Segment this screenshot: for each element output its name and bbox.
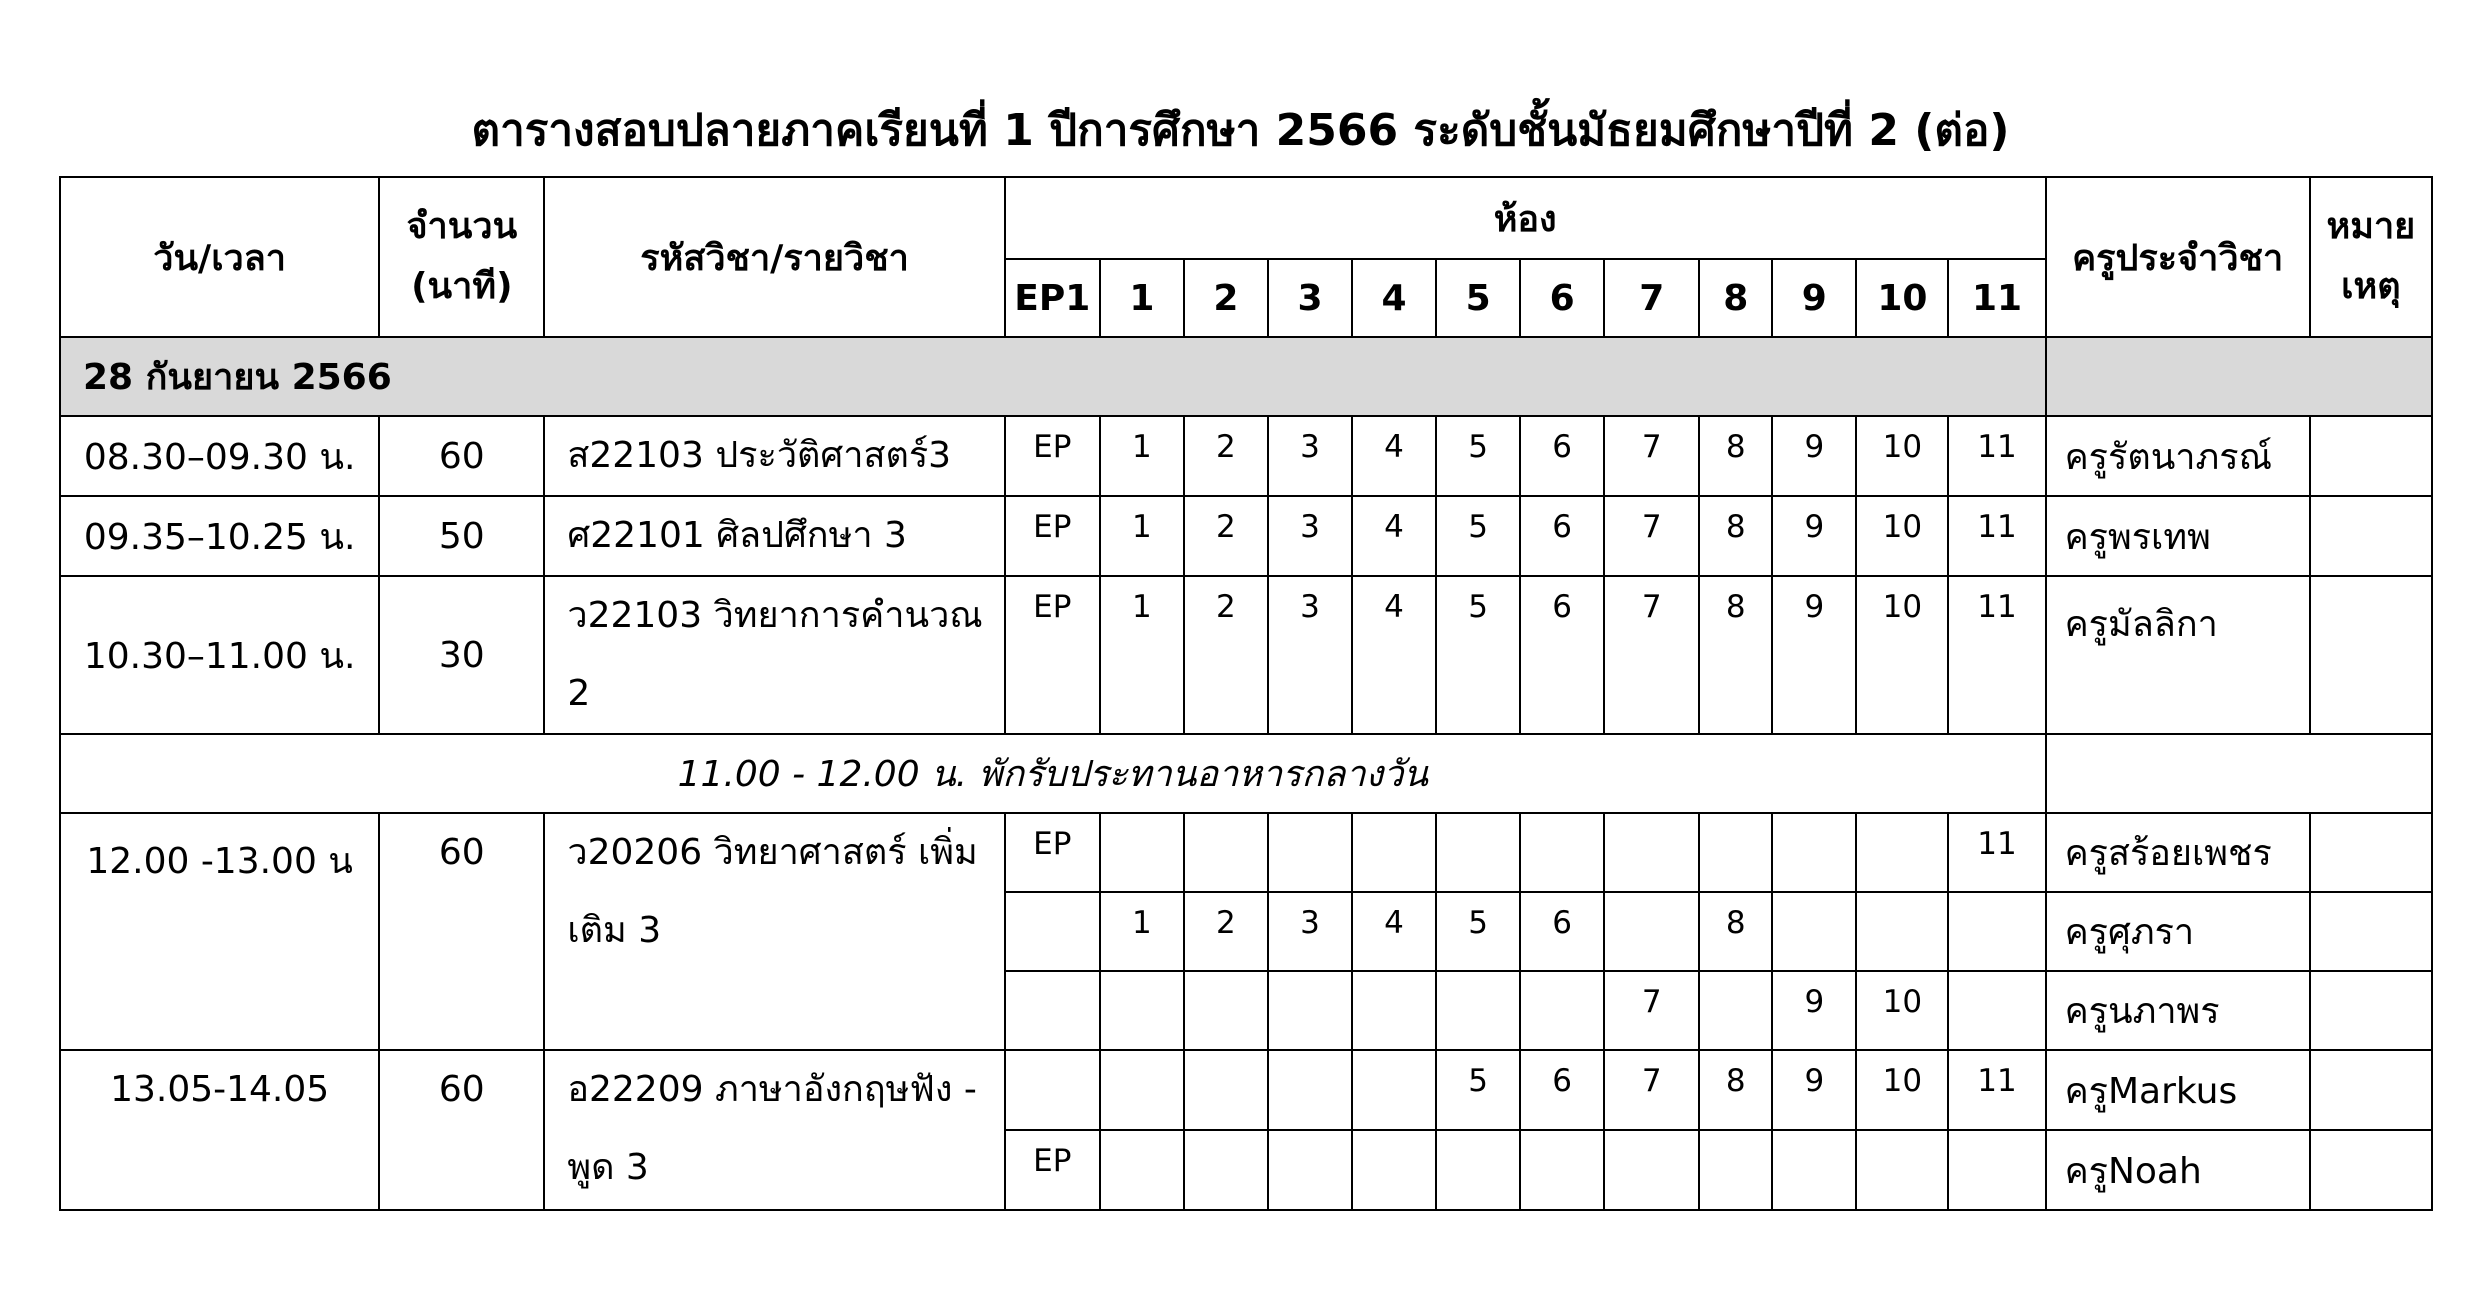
room-cell (1005, 1050, 1100, 1130)
room-col-header: 1 (1100, 259, 1184, 337)
room-col-header: 5 (1436, 259, 1520, 337)
remark-cell (2310, 416, 2432, 496)
room-cell (1436, 971, 1520, 1050)
remark-cell (2310, 971, 2432, 1050)
header-row (60, 177, 2432, 259)
room-cell (1520, 813, 1604, 892)
room-cell: 5 (1436, 1050, 1520, 1130)
room-cell: 7 (1604, 416, 1699, 496)
room-cell: 8 (1699, 1050, 1772, 1130)
room-cell: 10 (1856, 1050, 1948, 1130)
room-cell: 10 (1856, 971, 1948, 1050)
room-cell (1268, 1130, 1352, 1210)
remark-cell (2310, 496, 2432, 576)
room-cell: 11 (1948, 496, 2045, 576)
table-row (60, 813, 2432, 892)
room-cell: 11 (1948, 416, 2045, 496)
teacher-name: ครูMarkus (2046, 1050, 2310, 1130)
room-cell (1005, 971, 1100, 1050)
room-cell: 7 (1604, 971, 1699, 1050)
remark-cell (2310, 1130, 2432, 1210)
table-row (60, 496, 2432, 576)
room-cell: 1 (1100, 416, 1184, 496)
room-cell: 9 (1772, 1050, 1856, 1130)
room-cell: 7 (1604, 576, 1699, 734)
room-cell (1436, 1130, 1520, 1210)
room-cell (1772, 1130, 1856, 1210)
room-cell: 4 (1352, 416, 1436, 496)
room-cell (1948, 1130, 2045, 1210)
room-cell: 11 (1948, 576, 2045, 734)
header-rooms: ห้อง (1005, 177, 2046, 259)
date-row-blank (2046, 337, 2432, 416)
room-cell: 8 (1699, 416, 1772, 496)
teacher-name: ครูศุภรา (2046, 892, 2310, 971)
remark-cell (2310, 813, 2432, 892)
exam-duration: 60 (379, 813, 544, 1050)
room-col-header: 9 (1772, 259, 1856, 337)
room-cell: 7 (1604, 1050, 1699, 1130)
room-cell (1604, 892, 1699, 971)
exam-time: 10.30–11.00 น. (60, 576, 379, 734)
room-cell: 2 (1184, 576, 1268, 734)
teacher-name: ครูสร้อยเพชร (2046, 813, 2310, 892)
room-cell (1268, 813, 1352, 892)
room-cell (1772, 892, 1856, 971)
room-cell (1184, 813, 1268, 892)
room-cell (1604, 1130, 1699, 1210)
room-col-header: EP1 (1005, 259, 1100, 337)
exam-time: 13.05-14.05 (60, 1050, 379, 1210)
room-cell (1100, 813, 1184, 892)
room-cell (1100, 1050, 1184, 1130)
room-cell (1520, 1130, 1604, 1210)
lunch-row-blank (2046, 734, 2432, 813)
room-cell (1268, 971, 1352, 1050)
header-teacher: ครูประจำวิชา (2046, 177, 2310, 337)
room-cell: 9 (1772, 576, 1856, 734)
header-datetime: วัน/เวลา (60, 177, 379, 337)
room-cell: 5 (1436, 496, 1520, 576)
room-cell (1005, 892, 1100, 971)
room-cell: 11 (1948, 813, 2045, 892)
room-cell: 2 (1184, 496, 1268, 576)
room-cell: 3 (1268, 496, 1352, 576)
room-cell: 2 (1184, 416, 1268, 496)
room-col-header: 11 (1948, 259, 2045, 337)
room-cell: 6 (1520, 416, 1604, 496)
room-cell: 5 (1436, 576, 1520, 734)
room-cell: 6 (1520, 1050, 1604, 1130)
room-cell: EP (1005, 813, 1100, 892)
remark-cell (2310, 1050, 2432, 1130)
room-cell (1772, 813, 1856, 892)
room-cell: 7 (1604, 496, 1699, 576)
header-remark-line1: หมาย (2326, 206, 2416, 247)
room-cell: 5 (1436, 416, 1520, 496)
room-col-header: 4 (1352, 259, 1436, 337)
room-cell: 2 (1184, 892, 1268, 971)
room-cell: 8 (1699, 576, 1772, 734)
room-cell: 10 (1856, 576, 1948, 734)
room-col-header: 8 (1699, 259, 1772, 337)
exam-time: 08.30–09.30 น. (60, 416, 379, 496)
table-row (60, 1050, 2432, 1130)
teacher-name: ครูรัตนาภรณ์ (2046, 416, 2310, 496)
header-subject: รหัสวิชา/รายวิชา (544, 177, 1004, 337)
room-cell: 10 (1856, 496, 1948, 576)
date-row (60, 337, 2432, 416)
exam-subject: อ22209 ภาษาอังกฤษฟัง - พูด 3 (544, 1050, 1004, 1210)
room-cell (1856, 1130, 1948, 1210)
header-duration (379, 177, 544, 337)
room-cell: 9 (1772, 971, 1856, 1050)
room-cell: 8 (1699, 496, 1772, 576)
room-cell: 1 (1100, 892, 1184, 971)
room-cell: EP (1005, 576, 1100, 734)
lunch-row (60, 734, 2432, 813)
exam-subject: ศ22101 ศิลปศึกษา 3 (544, 496, 1004, 576)
room-cell (1699, 813, 1772, 892)
room-cell: 3 (1268, 892, 1352, 971)
room-cell (1352, 971, 1436, 1050)
room-cell: 1 (1100, 576, 1184, 734)
exam-duration: 60 (379, 1050, 544, 1210)
header-duration-line2: (นาที) (411, 266, 513, 307)
room-col-header: 2 (1184, 259, 1268, 337)
remark-cell (2310, 576, 2432, 734)
exam-subject: ว20206 วิทยาศาสตร์ เพิ่มเติม 3 (544, 813, 1004, 1050)
room-cell: 9 (1772, 416, 1856, 496)
header-duration-line1: จำนวน (406, 206, 518, 247)
page-title: ตารางสอบปลายภาคเรียนที่ 1 ปีการศึกษา 2566 ระดับชั้นมัธยมศึกษาปีที่ 2 (ต่อ) (471, 105, 2010, 156)
room-cell (1100, 1130, 1184, 1210)
exam-subject: ส22103 ประวัติศาสตร์3 (544, 416, 1004, 496)
room-cell: 9 (1772, 496, 1856, 576)
exam-duration: 50 (379, 496, 544, 576)
exam-time: 09.35–10.25 น. (60, 496, 379, 576)
room-cell (1100, 971, 1184, 1050)
exam-date: 28 กันยายน 2566 (60, 337, 2046, 416)
table-row (60, 576, 2432, 734)
room-cell: 4 (1352, 576, 1436, 734)
room-col-header: 6 (1520, 259, 1604, 337)
room-cell: 5 (1436, 892, 1520, 971)
teacher-name: ครูพรเทพ (2046, 496, 2310, 576)
room-cell (1948, 892, 2045, 971)
header-remark-line2: เหตุ (2341, 266, 2401, 307)
exam-duration: 30 (379, 576, 544, 734)
room-cell: EP (1005, 1130, 1100, 1210)
room-cell (1352, 813, 1436, 892)
header-remark (2310, 177, 2432, 337)
room-cell (1352, 1130, 1436, 1210)
exam-schedule-table (59, 176, 2433, 1211)
teacher-name: ครูมัลลิกา (2046, 576, 2310, 734)
room-cell (1604, 813, 1699, 892)
room-cell (1268, 1050, 1352, 1130)
lunch-break: 11.00 - 12.00 น. พักรับประทานอาหารกลางวัน (60, 734, 2046, 813)
room-col-header: 3 (1268, 259, 1352, 337)
room-cell: 3 (1268, 576, 1352, 734)
room-cell: 8 (1699, 892, 1772, 971)
room-col-header: 7 (1604, 259, 1699, 337)
room-cell: 1 (1100, 496, 1184, 576)
room-cell: 11 (1948, 1050, 2045, 1130)
exam-subject: ว22103 วิทยาการคำนวณ 2 (544, 576, 1004, 734)
room-cell (1184, 1050, 1268, 1130)
room-cell: 6 (1520, 576, 1604, 734)
exam-duration: 60 (379, 416, 544, 496)
table-row (60, 416, 2432, 496)
room-col-header: 10 (1856, 259, 1948, 337)
room-cell: 4 (1352, 892, 1436, 971)
room-cell (1520, 971, 1604, 1050)
room-cell (1856, 892, 1948, 971)
room-cell: EP (1005, 416, 1100, 496)
room-cell: EP (1005, 496, 1100, 576)
teacher-name: ครูนภาพร (2046, 971, 2310, 1050)
room-cell (1948, 971, 2045, 1050)
exam-time: 12.00 -13.00 น (60, 813, 379, 1050)
room-cell (1856, 813, 1948, 892)
room-cell: 10 (1856, 416, 1948, 496)
room-cell (1699, 971, 1772, 1050)
room-cell: 6 (1520, 892, 1604, 971)
room-cell: 4 (1352, 496, 1436, 576)
remark-cell (2310, 892, 2432, 971)
room-cell (1184, 971, 1268, 1050)
room-cell (1436, 813, 1520, 892)
teacher-name: ครูNoah (2046, 1130, 2310, 1210)
room-cell: 6 (1520, 496, 1604, 576)
room-cell (1699, 1130, 1772, 1210)
room-cell: 3 (1268, 416, 1352, 496)
room-cell (1352, 1050, 1436, 1130)
room-cell (1184, 1130, 1268, 1210)
